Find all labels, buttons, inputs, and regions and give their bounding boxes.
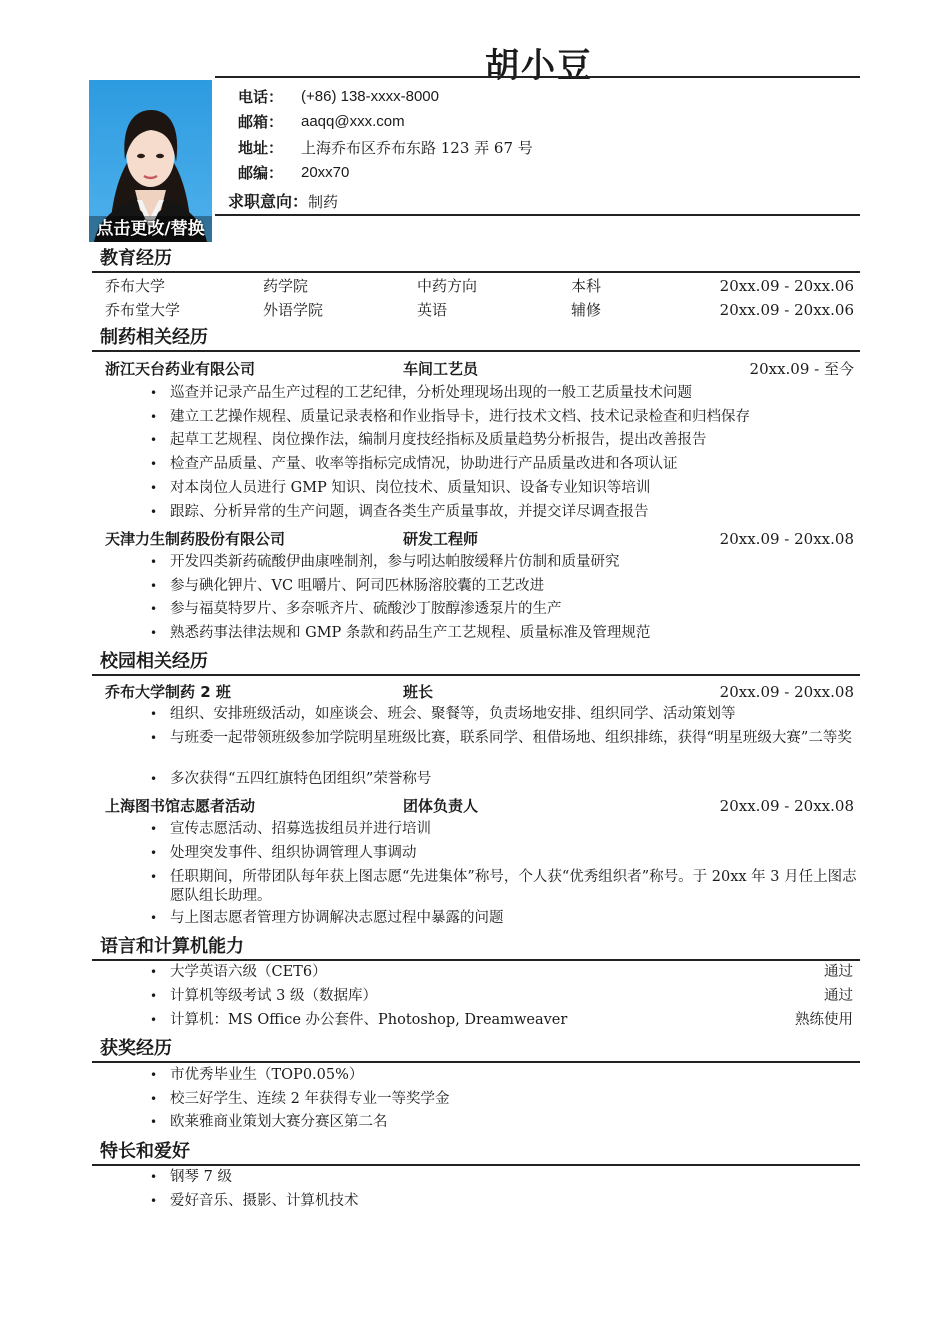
- job-header: [105, 681, 854, 703]
- section-title-language: 语言和计算机能力: [100, 936, 244, 957]
- bullet-icon: •: [150, 1194, 158, 1208]
- email-value: aaqq@xxx.com: [301, 113, 405, 130]
- contact-zip: [238, 162, 350, 184]
- bullet-icon: •: [150, 731, 158, 745]
- bullet-icon: •: [150, 1170, 158, 1184]
- list-item: • 参与福莫特罗片、多奈哌齐片、硫酸沙丁胺醇渗透泵片的生产: [150, 601, 562, 617]
- bullet-icon: •: [150, 965, 158, 979]
- section-title-education: 教育经历: [100, 248, 172, 269]
- list-item: • 处理突发事件、组织协调管理人事调动: [150, 845, 417, 861]
- list-item: • 爱好音乐、摄影、计算机技术: [150, 1193, 359, 1209]
- job-role: 车间工艺员: [403, 360, 479, 378]
- list-item: • 多次获得“五四红旗特色团组织”荣誉称号: [150, 771, 432, 787]
- phone-label: 电话：: [238, 88, 284, 106]
- section-title-pharma: 制药相关经历: [100, 327, 208, 348]
- name-underline: [215, 76, 860, 78]
- section-line-awards: [92, 1061, 860, 1063]
- bullet-icon: •: [150, 870, 158, 884]
- skill-level: 通过: [824, 964, 853, 980]
- job-intent: [228, 190, 338, 214]
- list-item: • 开发四类新药硫酸伊曲康唑制剂，参与吲达帕胺缓释片仿制和质量研究: [150, 554, 620, 570]
- job-org: 上海图书馆志愿者活动: [105, 797, 256, 815]
- job-date: 20xx.09 - 20xx.08: [719, 797, 854, 815]
- bullet-icon: •: [150, 602, 158, 616]
- section-title-hobbies: 特长和爱好: [100, 1141, 190, 1162]
- bullet-icon: •: [150, 555, 158, 569]
- resume-name: 胡小豆: [485, 46, 593, 86]
- education-row: [105, 275, 854, 297]
- list-item: • 熟悉药事法律法规和 GMP 条款和药品生产工艺规程、质量标准及管理规范: [150, 625, 651, 641]
- section-line-hobbies: [92, 1164, 860, 1166]
- contact-phone: [238, 86, 439, 108]
- section-line-campus: [92, 674, 860, 676]
- bullet-icon: •: [150, 410, 158, 424]
- list-item: • 跟踪、分析异常的生产问题，调查各类生产质量事故，并提交详尽调查报告: [150, 504, 649, 520]
- zip-value: 20xx70: [301, 164, 350, 181]
- bullet-icon: •: [150, 911, 158, 925]
- job-role: 研发工程师: [403, 530, 479, 548]
- contact-email: [238, 111, 405, 133]
- job-date: 20xx.09 - 20xx.08: [719, 683, 854, 701]
- job-header: [105, 528, 854, 550]
- skill-item: • 计算机：MS Office 办公套件、Photoshop, Dreamweaver 熟练使用: [150, 1012, 853, 1028]
- edu-major: 中药方向: [417, 277, 478, 295]
- bullet-icon: •: [150, 433, 158, 447]
- edu-degree: 辅修: [571, 301, 602, 319]
- bullet-icon: •: [150, 386, 158, 400]
- skill-level: 通过: [824, 988, 853, 1004]
- section-line-language: [92, 959, 860, 961]
- section-line-education: [92, 271, 860, 273]
- list-item: • 参与碘化钾片、VC 咀嚼片、阿司匹林肠溶胶囊的工艺改进: [150, 578, 545, 594]
- bullet-icon: •: [150, 626, 158, 640]
- bullet-icon: •: [150, 707, 158, 721]
- intent-label: 求职意向：: [228, 192, 309, 211]
- job-header: [105, 795, 854, 817]
- edu-degree: 本科: [571, 277, 602, 295]
- edu-college: 药学院: [263, 277, 309, 295]
- skill-item: • 大学英语六级（CET6） 通过: [150, 964, 853, 980]
- section-line-pharma: [92, 350, 860, 352]
- list-item: • 与上图志愿者管理方协调解决志愿过程中暴露的问题: [150, 910, 504, 926]
- bullet-icon: •: [150, 505, 158, 519]
- education-row: [105, 299, 854, 321]
- intent-value: 制药: [308, 193, 339, 211]
- zip-label: 邮编：: [238, 164, 284, 182]
- section-title-awards: 获奖经历: [100, 1038, 172, 1059]
- bullet-icon: •: [150, 1092, 158, 1106]
- list-item: • 对本岗位人员进行 GMP 知识、岗位技术、质量知识、设备专业知识等培训: [150, 480, 651, 496]
- list-item: • 任职期间，所带团队每年获上图志愿“先进集体”称号，个人获“优秀组织者”称号。于 20xx 年 3 月任上图志愿队组长助理。: [150, 869, 857, 904]
- section-title-campus: 校园相关经历: [100, 651, 208, 672]
- skill-level: 熟练使用: [795, 1012, 853, 1028]
- bullet-icon: •: [150, 457, 158, 471]
- bullet-icon: •: [150, 481, 158, 495]
- bullet-icon: •: [150, 822, 158, 836]
- phone-value: (+86) 138-xxxx-8000: [301, 88, 439, 105]
- photo-change-caption[interactable]: 点击更改/替换: [89, 216, 212, 242]
- edu-date: 20xx.09 - 20xx.06: [719, 277, 854, 295]
- job-org: 天津力生制药股份有限公司: [105, 530, 286, 548]
- list-item: • 组织、安排班级活动，如座谈会、班会、聚餐等，负责场地安排、组织同学、活动策划等: [150, 706, 736, 722]
- edu-school: 乔布大学: [105, 277, 166, 295]
- address-label: 地址：: [238, 139, 284, 157]
- list-item: • 宣传志愿活动、招募选拔组员并进行培训: [150, 821, 431, 837]
- list-item: • 钢琴 7 级: [150, 1169, 232, 1185]
- job-org: 乔布大学制药 2 班: [105, 683, 231, 701]
- email-label: 邮箱：: [238, 113, 284, 131]
- list-item: • 校三好学生、连续 2 年获得专业一等奖学金: [150, 1091, 450, 1107]
- contact-address: [238, 137, 533, 159]
- edu-school: 乔布堂大学: [105, 301, 181, 319]
- bullet-icon: •: [150, 846, 158, 860]
- job-header: [105, 358, 854, 380]
- job-org: 浙江天台药业有限公司: [105, 360, 256, 378]
- list-item: • 巡查并记录产品生产过程的工艺纪律，分析处理现场出现的一般工艺质量技术问题: [150, 385, 692, 401]
- job-role: 团体负责人: [403, 797, 479, 815]
- list-item: • 欧莱雅商业策划大赛分赛区第二名: [150, 1114, 388, 1130]
- bullet-icon: •: [150, 1013, 158, 1027]
- bullet-icon: •: [150, 579, 158, 593]
- list-item: • 与班委一起带领班级参加学院明星班级比赛，联系同学、租借场地、组织排练，获得“明星班级大赛”二等奖: [150, 730, 852, 746]
- list-item: • 市优秀毕业生（TOP0.05%）: [150, 1067, 364, 1083]
- edu-college: 外语学院: [263, 301, 324, 319]
- job-role: 班长: [403, 683, 434, 701]
- edu-major: 英语: [417, 301, 448, 319]
- job-date: 20xx.09 - 20xx.08: [719, 530, 854, 548]
- bullet-icon: •: [150, 1068, 158, 1082]
- list-item: • 建立工艺操作规程、质量记录表格和作业指导卡，进行技术文档、技术记录检查和归档保存: [150, 409, 750, 425]
- bullet-icon: •: [150, 1115, 158, 1129]
- address-value: 上海乔布区乔布东路 123 弄 67 号: [301, 139, 533, 157]
- list-item: • 检查产品质量、产量、收率等指标完成情况，协助进行产品质量改进和各项认证: [150, 456, 678, 472]
- skill-item: • 计算机等级考试 3 级（数据库） 通过: [150, 988, 853, 1004]
- edu-date: 20xx.09 - 20xx.06: [719, 301, 854, 319]
- job-date: 20xx.09 - 至今: [749, 360, 854, 378]
- header-divider: [215, 214, 860, 216]
- bullet-icon: •: [150, 772, 158, 786]
- list-item: • 起草工艺规程、岗位操作法，编制月度技经指标及质量趋势分析报告，提出改善报告: [150, 432, 707, 448]
- profile-photo[interactable]: [89, 80, 212, 242]
- bullet-icon: •: [150, 989, 158, 1003]
